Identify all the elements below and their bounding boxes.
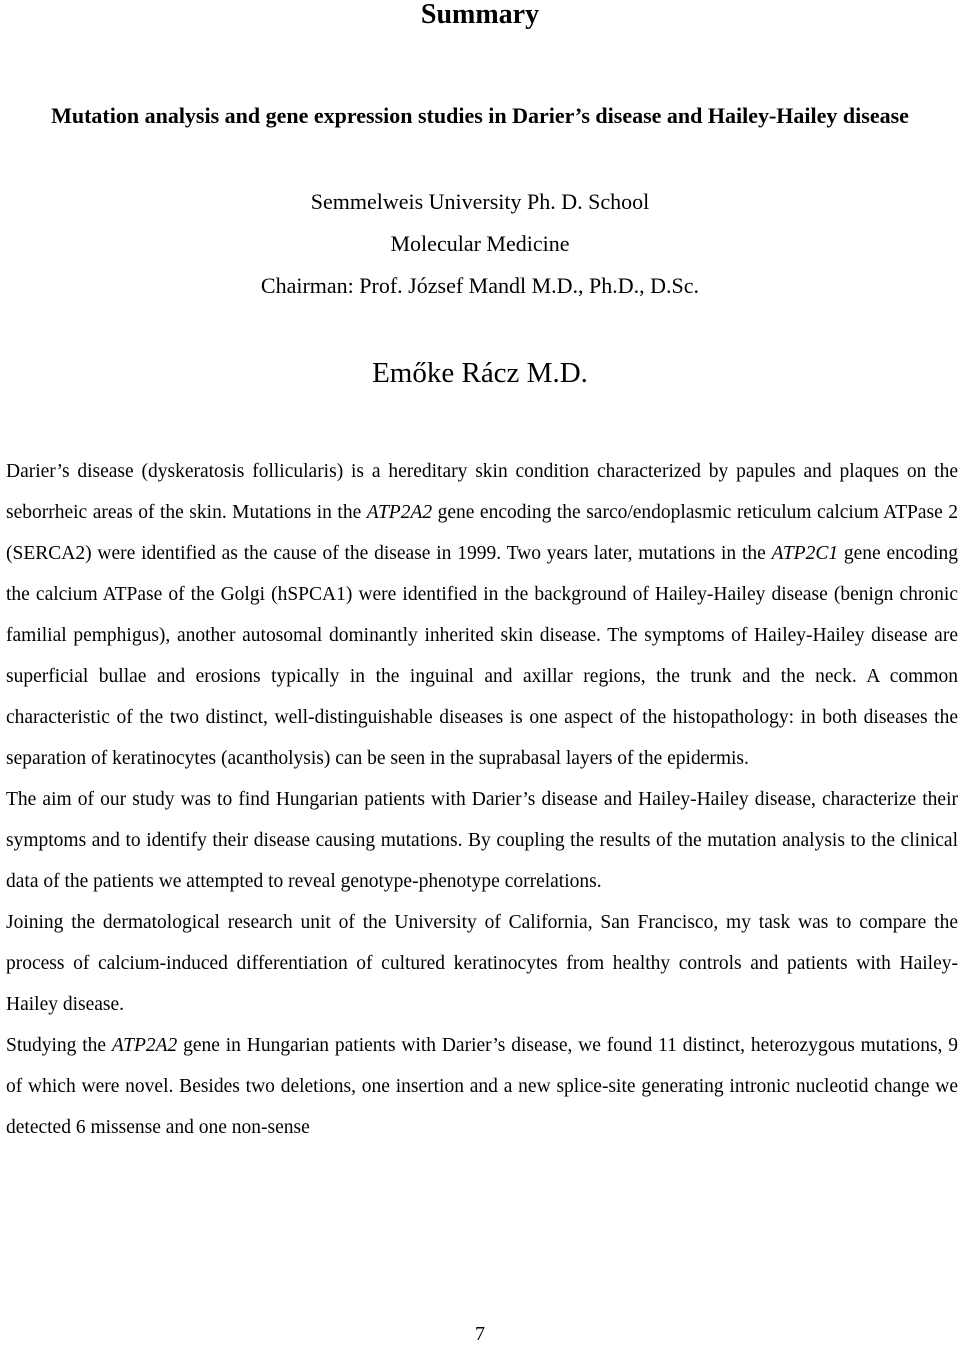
paragraph-3: Joining the dermatological research unit of the University of California, San Francisco, my task was to compare the process of calcium-induced differentiation of cultured keratinocytes from healthy controls and patients with Hailey-Hailey disease. bbox=[6, 912, 958, 1015]
paragraph-4 bbox=[6, 1025, 958, 1148]
gene-atp2c1: ATP2C1 bbox=[771, 543, 839, 564]
paragraph-4-part-1: Studying the bbox=[6, 1035, 112, 1056]
paragraph-1-part-1: Darier’s disease (dyskeratosis follicularis) is a hereditary skin condition characterized by papules and plaques on the seborrheic areas of the skin. Mutations in the bbox=[6, 461, 958, 523]
school-line: Semmelweis University Ph. D. School bbox=[310, 189, 650, 214]
paragraph-4-part-2: gene in Hungarian patients with Darier’s disease, we found 11 distinct, heterozygous mutations, 9 of which were novel. Besides two deletions, one insertion and a new splice-site generating intronic nucleotid change we detected 6 missense and one non-sense bbox=[6, 1035, 958, 1138]
author-name: Emőke Rácz M.D. bbox=[372, 357, 588, 389]
gene-atp2a2: ATP2A2 bbox=[111, 1035, 178, 1056]
thesis-title: Mutation analysis and gene expression studies in Darier’s disease and Hailey-Hailey disease bbox=[51, 103, 909, 128]
page-number: 7 bbox=[475, 1323, 485, 1345]
paragraph-1-part-2: gene encoding the sarco/endoplasmic reticulum calcium ATPase 2 (SERCA2) were identified as the cause of the disease in 1999. Two years later, mutations in the bbox=[6, 502, 958, 564]
paragraph-2: The aim of our study was to find Hungarian patients with Darier’s disease and Hailey-Hailey disease, characterize their symptoms and to identify their disease causing mutations. By coupling the results of the mutation analysis to the clinical data of the patients we attempted to reveal genotype-phenotype correlations. bbox=[6, 789, 958, 892]
chairman-line: Chairman: Prof. József Mandl M.D., Ph.D., D.Sc. bbox=[260, 273, 700, 298]
summary-body bbox=[6, 451, 958, 1148]
paragraph-1-part-3: gene encoding the calcium ATPase of the Golgi (hSPCA1) were identified in the background of Hailey-Hailey disease (benign chronic familial pemphigus), another autosomal dominantly inherited skin disease. The symptoms of Hailey-Hailey disease are superficial bullae and erosions typically in the inguinal and axillar regions, the trunk and the neck. A common characteristic of the two distinct, well-distinguishable diseases is one aspect of the histopathology: in both diseases the separation of keratinocytes (acantholysis) can be seen in the suprabasal layers of the epidermis. bbox=[6, 543, 958, 769]
paragraph-1 bbox=[6, 451, 958, 779]
summary-heading: Summary bbox=[420, 0, 540, 30]
gene-atp2a2: ATP2A2 bbox=[366, 502, 433, 523]
program-line: Molecular Medicine bbox=[390, 231, 570, 256]
